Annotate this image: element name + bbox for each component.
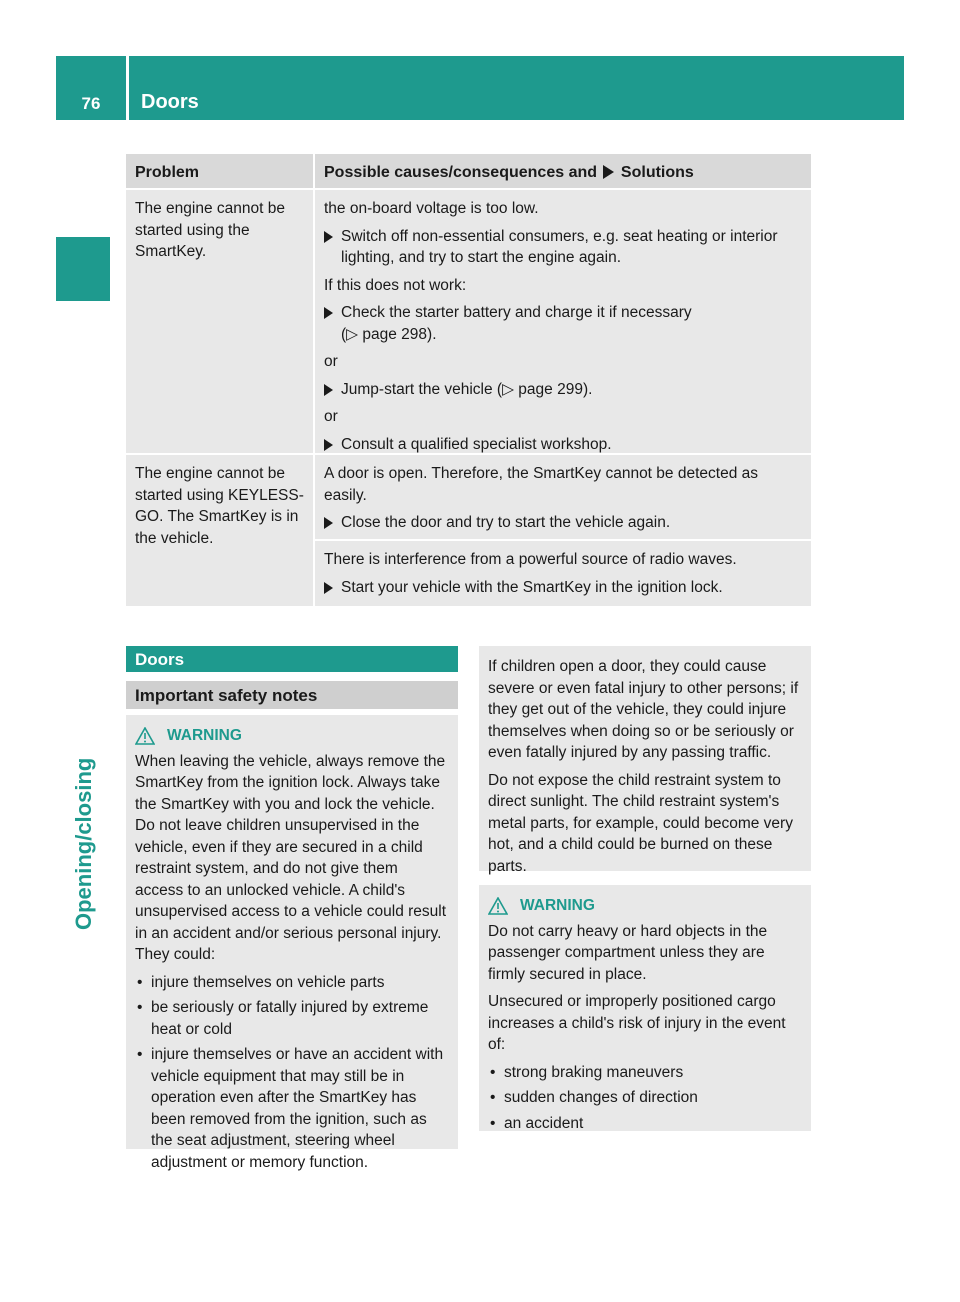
running-title: Doors xyxy=(141,91,199,113)
table-row-1-problem: The engine cannot be started using the SmartKey. xyxy=(126,190,313,453)
page-header xyxy=(56,56,904,120)
arrow-right-icon xyxy=(324,582,333,594)
list-item: • sudden changes of direction xyxy=(488,1087,803,1109)
table-row-2-solutions-b xyxy=(315,541,811,606)
warning-triangle-icon xyxy=(135,727,155,745)
page-reference: (▷ page 298). xyxy=(341,325,437,343)
section-heading-doors: Doors xyxy=(126,646,458,672)
or-text: or xyxy=(324,408,338,425)
cause-text: A door is open. Therefore, the SmartKey cannot be detected as easily. xyxy=(324,465,758,504)
list-item: • be seriously or fatally injured by extreme heat or cold xyxy=(135,997,450,1040)
solution-step: Start your vehicle with the SmartKey in the ignition lock. xyxy=(324,577,803,599)
table-row-2-solutions-a xyxy=(315,455,811,539)
solution-step: Jump-start the vehicle (▷ page 299). xyxy=(324,379,803,401)
condition-text: If this does not work: xyxy=(324,276,467,294)
table-header-solutions: Possible causes/consequences and Solutions xyxy=(315,154,811,188)
solution-step: Close the door and try to start the vehicle again. xyxy=(324,512,803,534)
arrow-right-icon xyxy=(324,384,333,396)
cause-text: the on-board voltage is too low. xyxy=(324,200,539,217)
header-divider xyxy=(126,56,129,120)
warning-box-cargo xyxy=(479,885,811,1131)
list-item: • injure themselves or have an accident with vehicle equipment that may still be in operation even after the SmartKey has been removed from the ignition, such as the seat adjustment, steering wheel adjustment or memory function. xyxy=(135,1044,450,1173)
warning-box-continued xyxy=(479,646,811,875)
arrow-right-icon xyxy=(324,439,333,451)
side-tab-label: Opening/closing xyxy=(71,757,96,930)
warning-text: Do not carry heavy or hard objects in the passenger compartment unless they are firmly secured in place. xyxy=(488,922,768,983)
list-item: • an accident xyxy=(488,1113,803,1135)
page-number: 76 xyxy=(81,94,101,113)
warning-box-leaving-vehicle xyxy=(126,715,458,1171)
cause-text: There is interference from a powerful source of radio waves. xyxy=(324,551,737,568)
table-header-problem: Problem xyxy=(126,154,313,188)
subsection-heading-safety: Important safety notes xyxy=(126,681,458,709)
or-text: or xyxy=(324,353,338,370)
list-item: • injure themselves on vehicle parts xyxy=(135,972,450,994)
solution-step: Consult a qualified specialist workshop. xyxy=(324,434,803,456)
solution-step: Check the starter battery and charge it if necessary (▷ page 298). xyxy=(324,302,803,345)
warning-text: If children open a door, they could cause severe or even fatal injury to other persons; if they get out of the vehicle, they could injure themselves when doing so or be seriously or even fatally injured by any passing traffic. xyxy=(488,658,799,761)
warning-triangle-icon xyxy=(488,897,508,915)
arrow-right-icon xyxy=(324,517,333,529)
table-row-1-solutions xyxy=(315,190,811,453)
table-row-2-problem: The engine cannot be started using KEYLESS-GO. The SmartKey is in the vehicle. xyxy=(126,455,313,606)
warning-text: Unsecured or improperly positioned cargo increases a child's risk of injury in the event of: xyxy=(488,993,786,1053)
arrow-right-icon xyxy=(324,231,333,243)
warning-text: When leaving the vehicle, always remove the SmartKey from the ignition lock. Always take the SmartKey with you and lock the vehicle. Do not leave children unsupervised in the vehicle, even if they are secured in a child restraint system, and do not give them access to an unlocked vehicle. A child's unsupervised access to a vehicle could result in an accident and/or serious personal injury. They could: xyxy=(135,752,447,963)
warning-title: WARNING xyxy=(488,895,803,917)
solution-step: Switch off non-essential consumers, e.g. seat heating or interior lighting, and try to start the engine again. xyxy=(324,226,803,269)
warning-text: Do not expose the child restraint system to direct sunlight. The child restraint system's metal parts, for example, could become very hot, and a child could be burned on these parts. xyxy=(488,771,793,875)
warning-title: WARNING xyxy=(135,725,450,747)
side-tab-block xyxy=(56,237,110,301)
list-item: • strong braking maneuvers xyxy=(488,1062,803,1084)
arrow-right-icon xyxy=(603,165,614,179)
arrow-right-icon xyxy=(324,307,333,319)
